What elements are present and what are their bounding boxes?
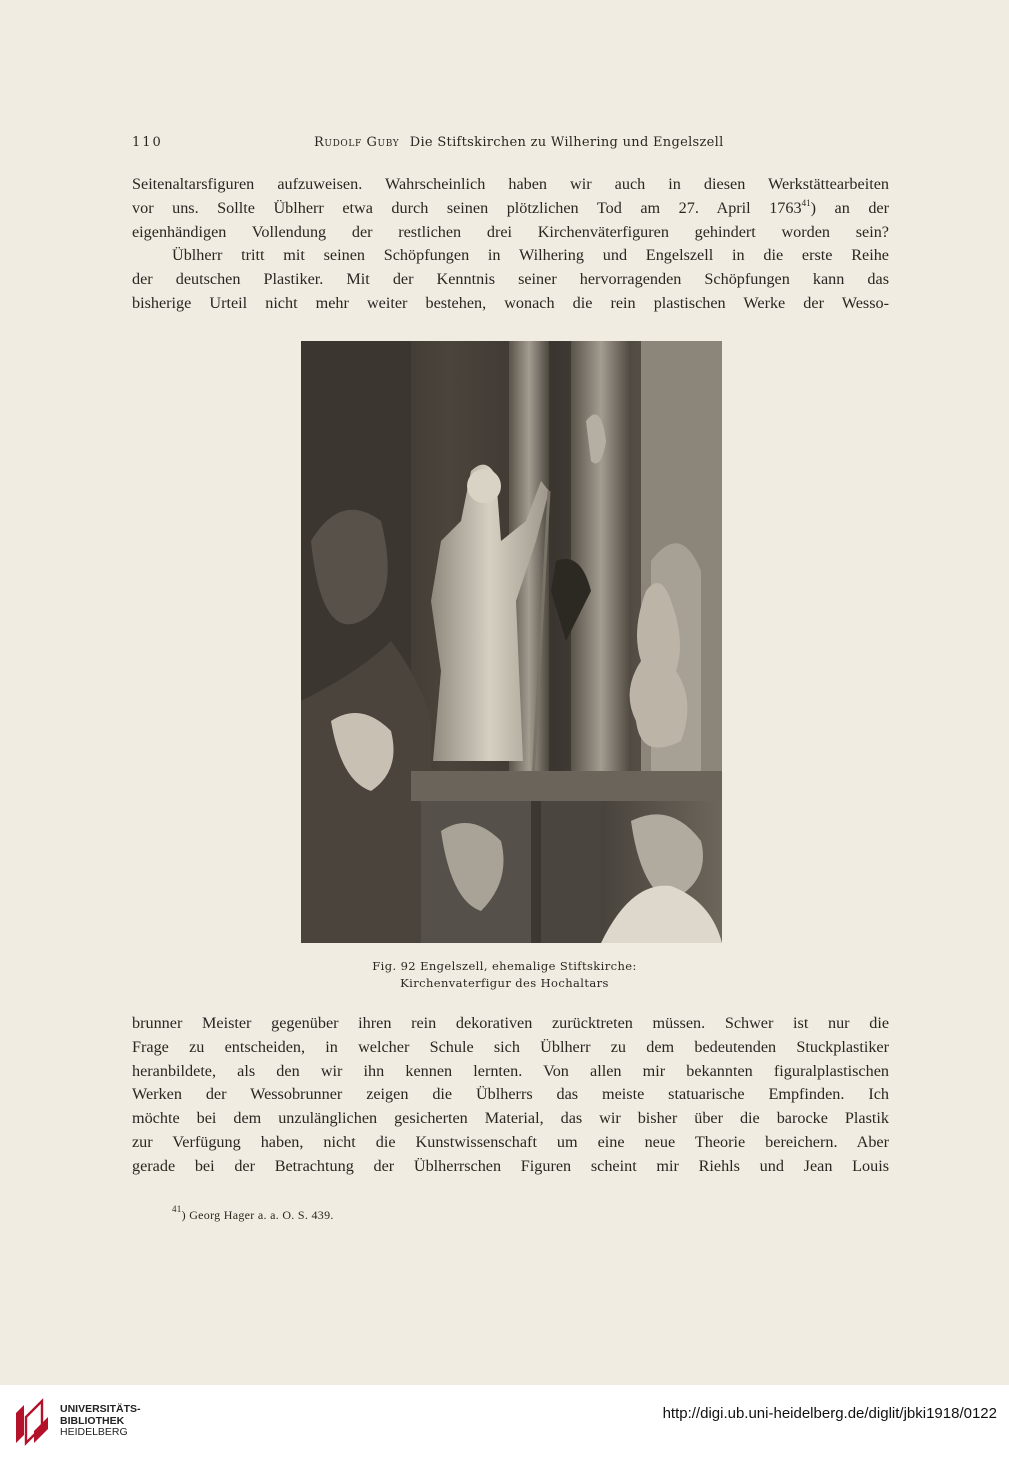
- footnote-ref: 41: [801, 197, 811, 208]
- text-line: gerade bei der Betrachtung der Üblherrschen Figuren scheint mir Riehls und Jean Louis: [132, 1156, 889, 1175]
- library-footer: [0, 1385, 1009, 1460]
- figure-caption: [200, 958, 809, 992]
- permalink-url[interactable]: http://digi.ub.uni-heidelberg.de/diglit/jbki1918/0122: [662, 1405, 997, 1422]
- running-title: [314, 135, 724, 150]
- text-line: heranbildete, als den wir ihn kennen lernten. Von allen mir bekannten figuralplastischen: [132, 1061, 889, 1080]
- caption-line-2: Kirchenvaterfigur des Hochaltars: [400, 976, 609, 990]
- text-line: vor uns. Sollte Üblherr etwa durch seinen plötzlichen Tod am 27. April 1763$^{41}$) an der: [132, 197, 889, 217]
- figure-photo-statue: [301, 341, 722, 943]
- text-line: Werken der Wessobrunner zeigen die Üblherrs das meiste statuarische Empfinden. Ich: [132, 1085, 889, 1104]
- text-line: möchte bei dem unzulänglichen gesicherten Material, das wir bisher über die barocke Plastik: [132, 1109, 889, 1128]
- statue-photo-illustration: [301, 341, 722, 943]
- paragraph-1: [132, 173, 889, 316]
- text-line: Üblherr tritt mit seinen Schöpfungen in Wilhering und Engelszell in die erste Reihe: [172, 246, 889, 265]
- header-author: Rudolf Guby: [314, 135, 400, 150]
- footnote-text: ) Georg Hager a. a. O. S. 439.: [181, 1208, 334, 1222]
- page-number: 110: [132, 135, 163, 150]
- text-line: Seitenaltarsfiguren aufzuweisen. Wahrscheinlich haben wir auch in diesen Werkstättearbeiten: [132, 175, 889, 193]
- text-line: eigenhändigen Vollendung der restlichen drei Kirchenväterfiguren gehindert worden sein?: [132, 222, 889, 241]
- text-line: der deutschen Plastiker. Mit der Kenntnis seiner hervorragenden Schöpfungen kann das: [132, 270, 889, 289]
- footnote-marker: 41: [172, 1204, 182, 1214]
- footnote: [172, 1204, 334, 1223]
- text-line: bisherige Urteil nicht mehr weiter bestehen, wonach die rein plastischen Werke der Wesso-: [132, 293, 889, 312]
- university-library-logo-icon[interactable]: [12, 1397, 52, 1447]
- caption-line-1: Fig. 92 Engelszell, ehemalige Stiftskirche:: [372, 959, 637, 973]
- library-name[interactable]: UNIVERSITÄTS- BIBLIOTHEK HEIDELBERG: [60, 1403, 141, 1438]
- text-line: zur Verfügung haben, nicht die Kunstwissenschaft um eine neue Theorie bereichern. Aber: [132, 1132, 889, 1151]
- text-line: brunner Meister gegenüber ihren rein dekorativen zurücktreten müssen. Schwer ist nur die: [132, 1014, 889, 1032]
- text-line: Frage zu entscheiden, in welcher Schule sich Üblherr zu dem bedeutenden Stuckplastiker: [132, 1037, 889, 1056]
- paragraph-2: [132, 1012, 889, 1179]
- header-title: Die Stiftskirchen zu Wilhering und Engelszell: [409, 135, 724, 150]
